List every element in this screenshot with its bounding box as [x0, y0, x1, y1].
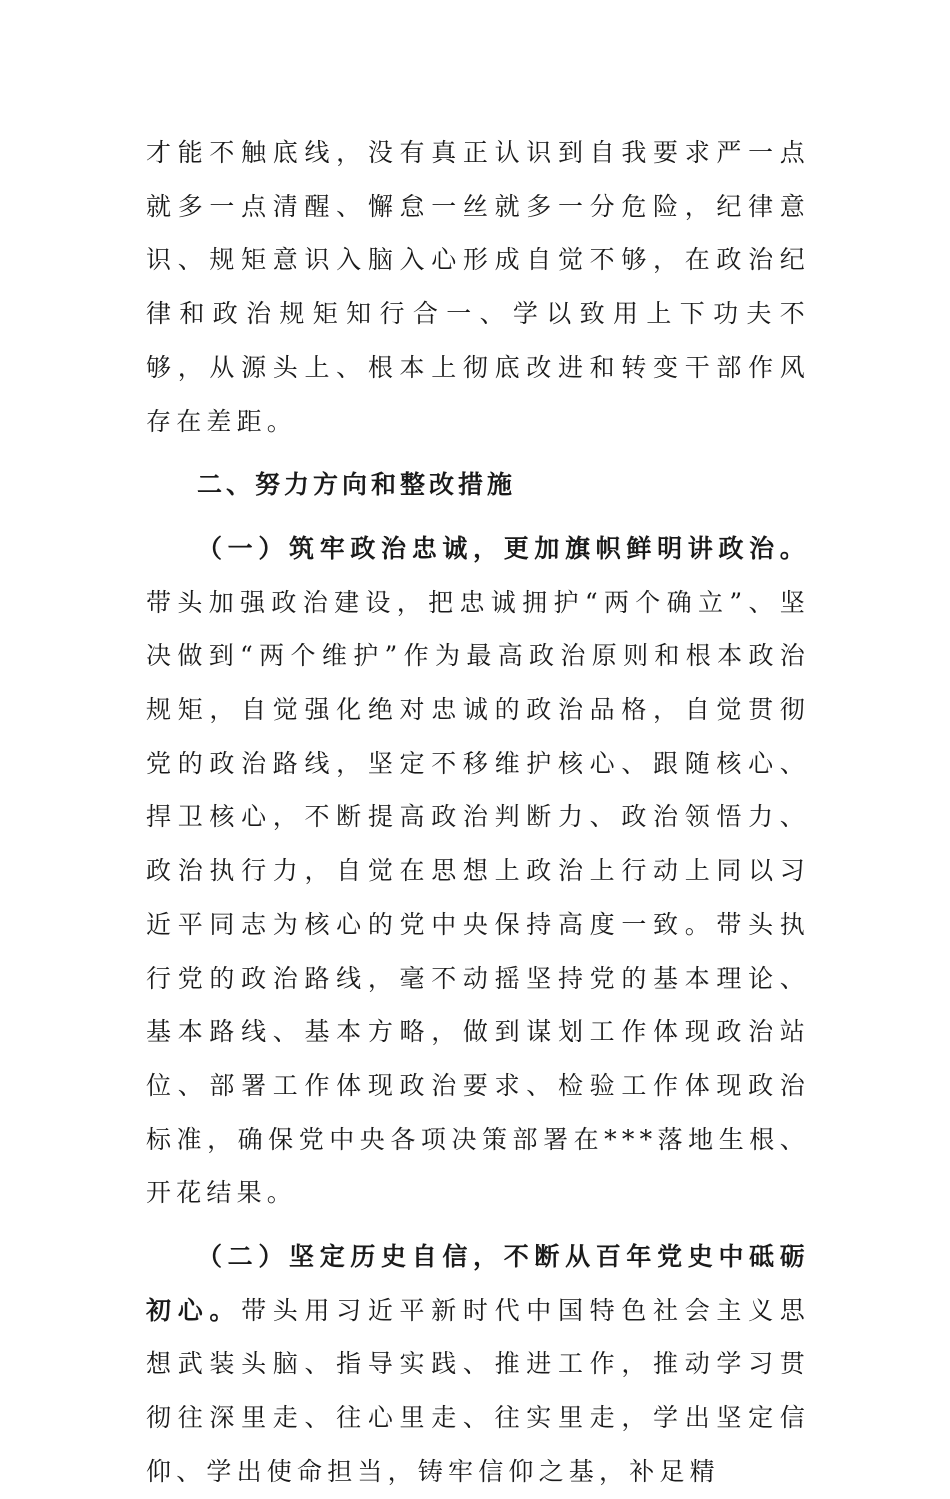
section-heading: 二、努力方向和整改措施 — [197, 470, 517, 500]
item-1-body: 带头加强政治建设，把忠诚拥护“两个确立”、坚决做到“两个维护”作为最高政治原则和根本政治规矩，自觉强化绝对忠诚的政治品格，自觉贯彻党的政治路线，坚定不移维护核心、跟随核心、捍卫核心，不断提高政治判断力、政治领悟力、政治执行力，自觉在思想上政治上行动上同以习近平同志为核心的党中央保持高度一致。带头执行党的政治路线，毫不动摇坚持党的基本理论、基本路线、基本方略，做到谋划工作体现政治站位、部署工作体现政治要求、检验工作体现政治标准，确保党中央各项决策部署在***落地生根、开花结果。 — [146, 587, 810, 1208]
item-2-body: 带头用习近平新时代中国特色社会主义思想武装头脑、指导实践、推进工作，推动学习贯彻往深里走、往心里走、往实里走，学出坚定信仰、学出使命担当，铸牢信仰之基，补足精 — [146, 1295, 810, 1486]
item-2-lead: （二）坚定历史自信，不断从百年党史中砥砺初心。 — [146, 1242, 810, 1325]
paragraph-continuation: 才能不触底线，没有真正认识到自我要求严一点就多一点清醒、懈怠一丝就多一分危险，纪律意识、规矩意识入脑入心形成自觉不够，在政治纪律和政治规矩知行合一、学以致用上下功夫不够，从源头上、根本上彻底改进和转变干部作风存在差距。 — [146, 138, 810, 436]
document-page — [146, 126, 810, 1499]
item-1-lead: （一）筑牢政治忠诚，更加旗帜鲜明讲政治。 — [197, 533, 810, 563]
paragraph-item-1 — [146, 522, 810, 1220]
paragraph-item-2 — [146, 1230, 810, 1499]
